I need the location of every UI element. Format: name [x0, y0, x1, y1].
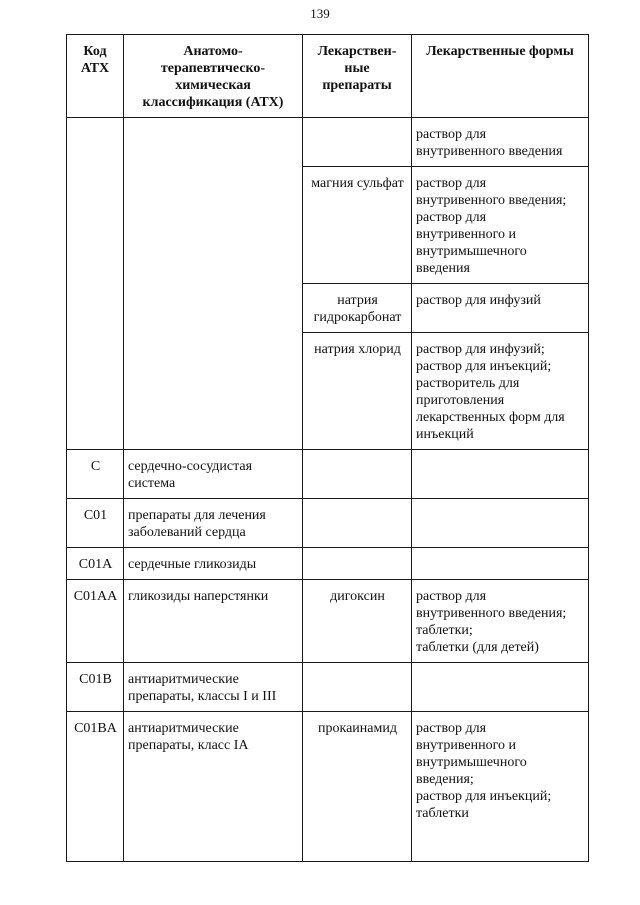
cell-form [412, 499, 589, 548]
cell-form [412, 450, 589, 499]
cell-code: C01B [67, 663, 124, 712]
table-row [67, 118, 589, 167]
cell-drug: прокаинамид [303, 712, 412, 862]
cell-code: C01A [67, 548, 124, 580]
cell-drug [303, 548, 412, 580]
cell-code: C [67, 450, 124, 499]
table-header-row [67, 35, 589, 118]
cell-form: раствор для внутривенного введения [412, 118, 589, 167]
table-row [67, 450, 589, 499]
atx-table [66, 34, 589, 862]
cell-code: C01AA [67, 580, 124, 663]
cell-form: раствор для внутривенного и внутримышечного введения; раствор для инъекций; таблетки [412, 712, 589, 862]
table-row [67, 499, 589, 548]
header-forms: Лекарственные формы [412, 35, 589, 118]
table-row [67, 663, 589, 712]
cell-form: раствор для внутривенного введения; таблетки; таблетки (для детей) [412, 580, 589, 663]
header-classification: Анатомо- терапевтическо- химическая классификация (АТХ) [124, 35, 303, 118]
cell-drug [303, 499, 412, 548]
cell-drug [303, 450, 412, 499]
cell-drug: натрия гидрокарбонат [303, 284, 412, 333]
cell-drug: дигоксин [303, 580, 412, 663]
cell-classification: антиаритмические препараты, класс IA [124, 712, 303, 862]
cell-form [412, 548, 589, 580]
cell-classification [124, 118, 303, 450]
cell-form: раствор для внутривенного введения; раствор для внутривенного и внутримышечного введения [412, 167, 589, 284]
table-row [67, 712, 589, 862]
cell-drug: магния сульфат [303, 167, 412, 284]
cell-drug: натрия хлорид [303, 333, 412, 450]
cell-drug [303, 663, 412, 712]
table-row [67, 580, 589, 663]
cell-form: раствор для инфузий [412, 284, 589, 333]
cell-drug [303, 118, 412, 167]
header-code: Код АТХ [67, 35, 124, 118]
cell-classification: препараты для лечения заболеваний сердца [124, 499, 303, 548]
cell-classification: антиаритмические препараты, классы I и III [124, 663, 303, 712]
cell-classification: сердечные гликозиды [124, 548, 303, 580]
cell-code [67, 118, 124, 450]
cell-code: C01 [67, 499, 124, 548]
page-number: 139 [310, 6, 330, 21]
cell-form: раствор для инфузий; раствор для инъекций; растворитель для приготовления лекарственных форм для инъекций [412, 333, 589, 450]
cell-form [412, 663, 589, 712]
cell-classification: гликозиды наперстянки [124, 580, 303, 663]
table-row [67, 548, 589, 580]
cell-code: C01BA [67, 712, 124, 862]
header-drugs: Лекарствен- ные препараты [303, 35, 412, 118]
cell-classification: сердечно-сосудистая система [124, 450, 303, 499]
